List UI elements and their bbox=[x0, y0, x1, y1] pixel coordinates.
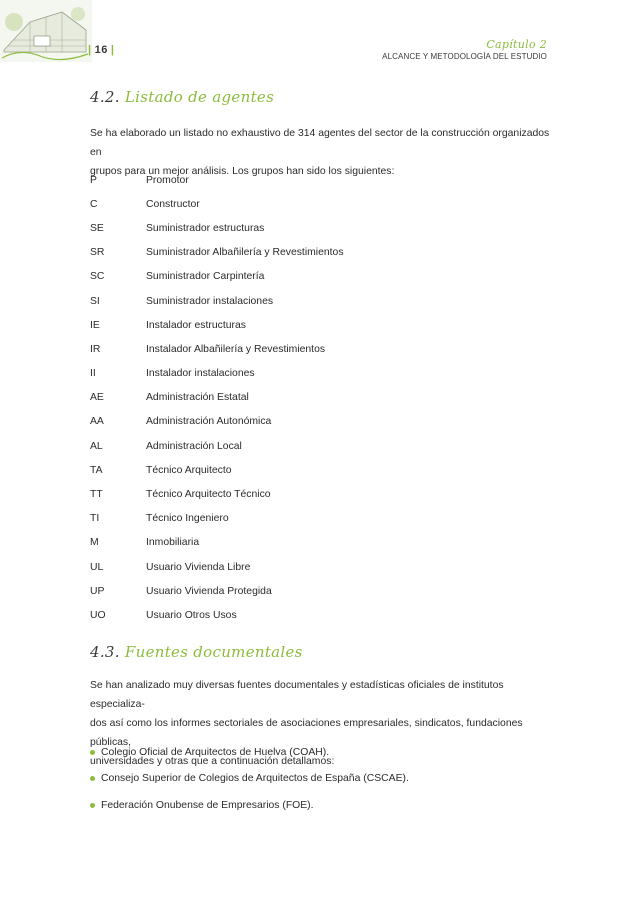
list-item bbox=[90, 766, 550, 793]
page-number-bar-right: | bbox=[110, 44, 115, 56]
agent-code: UO bbox=[90, 609, 106, 621]
intro-line: universidades y otras que a continuación detallamos: bbox=[90, 756, 335, 767]
section-number: 4.2. bbox=[90, 88, 120, 106]
agent-row bbox=[90, 555, 550, 579]
agent-name: Instalador instalaciones bbox=[146, 368, 255, 380]
agent-list bbox=[90, 168, 550, 628]
intro-line: dos así como los informes sectoriales de asociaciones empresariales, sindicatos, fundaciones públicas, bbox=[90, 718, 523, 748]
logo bbox=[0, 0, 92, 62]
agent-row bbox=[90, 216, 550, 240]
agent-row bbox=[90, 386, 550, 410]
agent-row bbox=[90, 241, 550, 265]
section-heading-4-3 bbox=[90, 643, 303, 661]
intro-line: Se han analizado muy diversas fuentes documentales y estadísticas oficiales de institutos especializa- bbox=[90, 680, 504, 710]
agent-code: AL bbox=[90, 440, 103, 452]
sources-list bbox=[90, 739, 550, 819]
list-item-text: Colegio Oficial de Arquitectos de Huelva (COAH). bbox=[101, 746, 330, 758]
agent-name: Promotor bbox=[146, 174, 189, 186]
list-item bbox=[90, 792, 550, 819]
agent-code: TT bbox=[90, 489, 103, 501]
agent-name: Usuario Vivienda Libre bbox=[146, 561, 251, 573]
agent-name: Administración Estatal bbox=[146, 392, 249, 404]
bullet-icon bbox=[90, 750, 95, 755]
agent-code: SR bbox=[90, 247, 105, 259]
agent-row bbox=[90, 458, 550, 482]
agent-row bbox=[90, 168, 550, 192]
agent-row bbox=[90, 410, 550, 434]
agent-row bbox=[90, 362, 550, 386]
agent-name: Constructor bbox=[146, 198, 200, 210]
agent-row bbox=[90, 289, 550, 313]
agent-name: Administración Autonómica bbox=[146, 416, 272, 428]
intro-line: Se ha elaborado un listado no exhaustivo de 314 agentes del sector de la construcción organizados en bbox=[90, 128, 550, 158]
section-title: Listado de agentes bbox=[124, 88, 275, 106]
agent-name: Administración Local bbox=[146, 440, 242, 452]
agent-row bbox=[90, 192, 550, 216]
agent-code: UP bbox=[90, 585, 105, 597]
agent-code: AE bbox=[90, 392, 104, 404]
list-item-text: Federación Onubense de Empresarios (FOE). bbox=[101, 799, 314, 811]
agent-row bbox=[90, 265, 550, 289]
agent-code: SC bbox=[90, 271, 105, 283]
section-title: Fuentes documentales bbox=[124, 643, 303, 661]
agent-code: TA bbox=[90, 464, 103, 476]
agent-code: IE bbox=[90, 319, 100, 331]
chapter-label: Capítulo 2 bbox=[486, 38, 547, 51]
agent-name: Suministrador Albañilería y Revestimientos bbox=[146, 247, 344, 259]
agent-name: Técnico Ingeniero bbox=[146, 513, 229, 525]
chapter-subtitle: ALCANCE Y METODOLOGÍA DEL ESTUDIO bbox=[382, 52, 547, 61]
section-number: 4.3. bbox=[90, 643, 120, 661]
agent-row bbox=[90, 482, 550, 506]
agent-code: C bbox=[90, 198, 98, 210]
agent-code: SI bbox=[90, 295, 100, 307]
agent-code: II bbox=[90, 368, 96, 380]
bullet-icon bbox=[90, 776, 95, 781]
agent-code: SE bbox=[90, 222, 104, 234]
agent-row bbox=[90, 603, 550, 627]
agent-code: IR bbox=[90, 343, 101, 355]
bullet-icon bbox=[90, 803, 95, 808]
agent-row bbox=[90, 434, 550, 458]
agent-code: AA bbox=[90, 416, 104, 428]
agent-code: TI bbox=[90, 513, 100, 525]
agent-code: M bbox=[90, 537, 99, 549]
agent-name: Suministrador instalaciones bbox=[146, 295, 274, 307]
agent-code: P bbox=[90, 174, 97, 186]
agent-row bbox=[90, 579, 550, 603]
agent-name: Suministrador Carpintería bbox=[146, 271, 265, 283]
page-number-bar-left: | bbox=[88, 44, 92, 56]
agent-name: Técnico Arquitecto Técnico bbox=[146, 489, 271, 501]
agent-name: Instalador estructuras bbox=[146, 319, 246, 331]
chapter-header bbox=[382, 38, 547, 61]
agent-name: Instalador Albañilería y Revestimientos bbox=[146, 343, 326, 355]
page-number bbox=[88, 44, 114, 56]
agent-name: Usuario Vivienda Protegida bbox=[146, 585, 272, 597]
agent-name: Técnico Arquitecto bbox=[146, 464, 232, 476]
list-item bbox=[90, 739, 550, 766]
agent-name: Suministrador estructuras bbox=[146, 222, 265, 234]
list-item-text: Consejo Superior de Colegios de Arquitectos de España (CSCAE). bbox=[101, 773, 409, 785]
agent-row bbox=[90, 531, 550, 555]
agent-row bbox=[90, 313, 550, 337]
intro-line: grupos para un mejor análisis. Los grupos han sido los siguientes: bbox=[90, 166, 395, 177]
page-number-value: 16 bbox=[94, 44, 108, 56]
agent-row bbox=[90, 337, 550, 361]
agent-name: Usuario Otros Usos bbox=[146, 609, 237, 621]
agent-row bbox=[90, 507, 550, 531]
agent-name: Inmobiliaria bbox=[146, 537, 200, 549]
section-heading-4-2 bbox=[90, 88, 274, 106]
agent-code: UL bbox=[90, 561, 104, 573]
